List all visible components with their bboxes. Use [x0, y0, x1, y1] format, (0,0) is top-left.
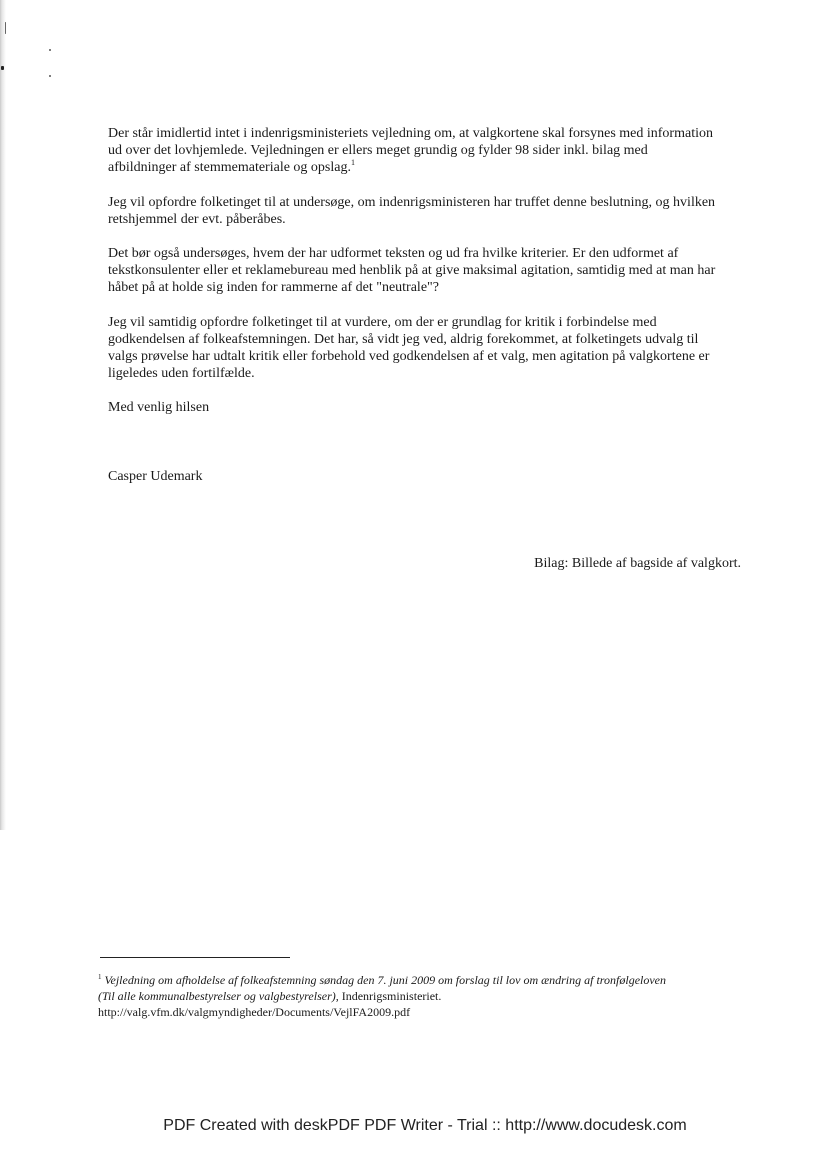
closing-greeting: Med venlig hilsen — [108, 400, 210, 415]
footnote-audience: (Til alle kommunalbestyrelser og valgbestyrelser), — [98, 989, 339, 1003]
scan-speck — [1, 66, 4, 70]
text-line: tekstkonsulenter eller et reklamebureau med henblik på at give maksimal agitation, samtidig med at man har — [108, 263, 716, 278]
signature-name: Casper Udemark — [108, 469, 203, 484]
footnote-divider — [100, 957, 290, 958]
text-line: godkendelsen af folkeafstemningen. Det har, så vidt jeg ved, aldrig forekommet, at folketingets udvalg til — [108, 332, 699, 347]
text-line: Jeg vil opfordre folketinget til at undersøge, om indenrigsministeren har truffet denne beslutning, og hvilken — [108, 195, 716, 210]
paragraph-guidance — [108, 125, 748, 176]
footnote-url: http://valg.vfm.dk/valgmyndigheder/Documents/VejlFA2009.pdf — [98, 1005, 411, 1019]
footnote-line — [98, 988, 758, 1004]
text-line: retshjemmel der evt. påberåbes. — [108, 212, 286, 227]
footnote-reference: 1 — [350, 158, 355, 167]
text-line: Jeg vil samtidig opfordre folketinget til at vurdere, om der er grundlag for kritik i forbindelse med — [108, 315, 657, 330]
text-segment: afbildninger af stemmemateriale og opslag. — [108, 160, 351, 175]
scan-speck — [5, 22, 6, 34]
footnote-number: 1 — [98, 973, 102, 981]
scan-edge-shadow — [0, 0, 6, 830]
text-line: valgs prøvelse har udtalt kritik eller forbehold ved godkendelsen af et valg, men agitation på valgkortene er — [108, 349, 710, 364]
paragraph-criticism — [108, 314, 748, 382]
paragraph-text-authorship — [108, 245, 748, 296]
scan-speck — [49, 49, 51, 51]
text-line: Der står imidlertid intet i indenrigsministeriets vejledning om, at valgkortene skal forsynes med information — [108, 126, 713, 141]
footnote-line — [98, 972, 758, 988]
scan-speck — [49, 75, 51, 77]
pdf-writer-watermark: PDF Created with deskPDF PDF Writer - Trial :: http://www.docudesk.com — [163, 1117, 687, 1134]
text-line: ligeledes uden fortilfælde. — [108, 366, 255, 381]
attachment-note: Bilag: Billede af bagside af valgkort. — [534, 556, 741, 571]
footnote — [98, 972, 758, 1020]
text-line — [108, 159, 748, 176]
footnote-publisher: Indenrigsministeriet. — [338, 989, 442, 1003]
text-line: Det bør også undersøges, hvem der har udformet teksten og ud fra hvilke kriterier. Er den udformet af — [108, 246, 679, 261]
text-line: ud over det lovhjemlede. Vejledningen er ellers meget grundig og fylder 98 sider inkl. bilag med — [108, 143, 648, 158]
footnote-title: Vejledning om afholdelse af folkeafstemning søndag den 7. juni 2009 om forslag til lov om ændring af tronfølgeloven — [104, 973, 667, 987]
paragraph-request-investigation — [108, 194, 748, 228]
text-line: håbet på at holde sig inden for rammerne af det "neutrale"? — [108, 280, 439, 295]
